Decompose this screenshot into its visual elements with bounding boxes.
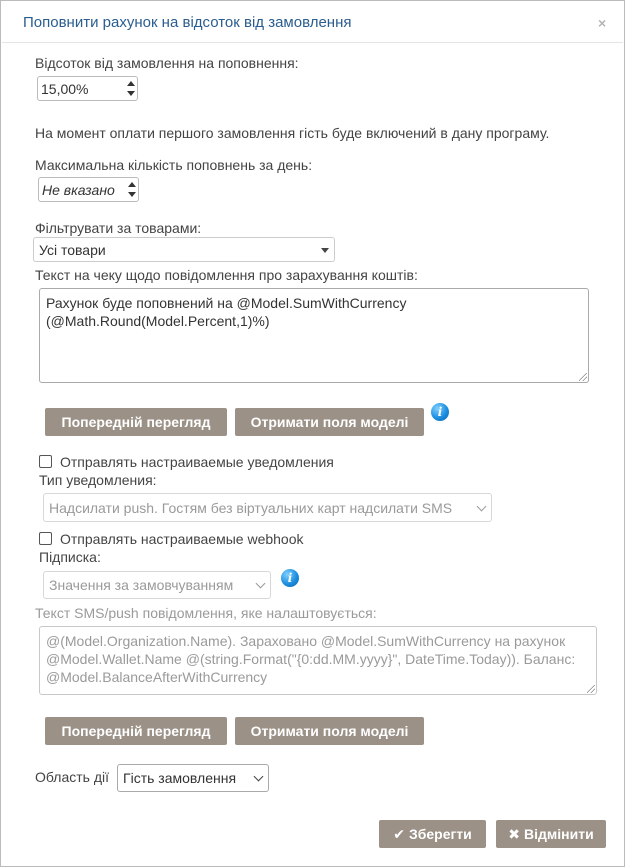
scope-select[interactable] <box>117 764 269 792</box>
notification-type-value: Надсилати push. Гостям без віртуальних карт надсилати SMS <box>49 500 453 516</box>
close-icon[interactable]: × <box>598 15 607 31</box>
max-per-day-stepper[interactable] <box>38 177 139 202</box>
percent-stepper[interactable] <box>37 76 138 101</box>
notification-type-label: Тип уведомления: <box>39 472 157 488</box>
receipt-textarea[interactable] <box>39 288 589 383</box>
max-per-day-label: Максимальна кількість поповнень за день: <box>35 157 313 173</box>
filter-label: Фільтрувати за товарами: <box>35 220 202 236</box>
chevron-down-icon <box>477 502 487 512</box>
notification-type-select[interactable] <box>43 493 492 522</box>
sms-textarea[interactable] <box>39 626 597 695</box>
spinner-arrows-icon[interactable] <box>126 79 135 98</box>
info-icon[interactable]: i <box>431 403 449 421</box>
dropdown-caret-icon <box>321 248 329 253</box>
sms-model-fields-button[interactable]: Отримати поля моделі <box>235 717 424 745</box>
sms-preview-button[interactable]: Попередній перегляд <box>45 717 227 745</box>
checkmark-icon: ✔ <box>393 826 405 842</box>
filter-select[interactable] <box>33 237 335 262</box>
receipt-label: Текст на чеку щодо повідомлення про зарахування коштів: <box>35 267 418 283</box>
scope-label: Область дії <box>35 769 109 785</box>
filter-value: Усі товари <box>39 242 106 258</box>
save-label: Зберегти <box>408 826 472 842</box>
cancel-button[interactable] <box>496 820 606 848</box>
cancel-label: Відмінити <box>524 826 594 842</box>
receipt-text: Рахунок буде поповнений на @Model.SumWithCurrency (@Math.Round(Model.Percent,1)%) <box>46 295 407 329</box>
webhook-label: Отправлять настраиваемые webhook <box>60 531 304 547</box>
sms-label: Текст SMS/push повідомлення, яке налаштовується: <box>35 605 377 621</box>
subscription-select[interactable] <box>43 571 271 599</box>
program-note: На момент оплати першого замовлення гість буде включений в дану програму. <box>35 125 550 141</box>
chevron-down-icon <box>254 772 264 782</box>
resize-grip-icon[interactable] <box>587 685 595 693</box>
chevron-down-icon <box>256 579 266 589</box>
dialog-title: Поповнити рахунок на відсоток від замовлення <box>23 14 352 31</box>
header-divider <box>2 42 623 43</box>
resize-grip-icon[interactable] <box>579 373 587 381</box>
custom-notifications-label: Отправлять настраиваемые уведомления <box>60 454 334 470</box>
percent-label: Відсоток від замовлення на поповнення: <box>35 55 299 71</box>
sms-text: @(Model.Organization.Name). Зараховано @Model.SumWithCurrency на рахунок @Model.Wallet.Name @(string.Format("{0:dd.MM.yyyy}", DateTime.Today)). Баланс: @Model.BalanceAfterWithCurrency <box>46 633 576 685</box>
custom-notifications-checkbox[interactable] <box>39 455 52 468</box>
subscription-value: Значення за замовчуванням <box>49 577 234 593</box>
max-per-day-value: Не вказано <box>42 182 115 198</box>
info-icon[interactable]: i <box>281 569 299 587</box>
scope-value: Гість замовлення <box>123 770 237 786</box>
percent-value: 15,00% <box>41 81 89 97</box>
close-x-icon: ✖ <box>508 826 521 842</box>
subscription-label: Підписка: <box>39 549 101 565</box>
receipt-preview-button[interactable]: Попередній перегляд <box>45 408 227 436</box>
webhook-checkbox[interactable] <box>39 532 52 545</box>
receipt-model-fields-button[interactable]: Отримати поля моделі <box>235 408 424 436</box>
spinner-arrows-icon[interactable] <box>127 180 136 199</box>
save-button[interactable] <box>379 820 486 848</box>
